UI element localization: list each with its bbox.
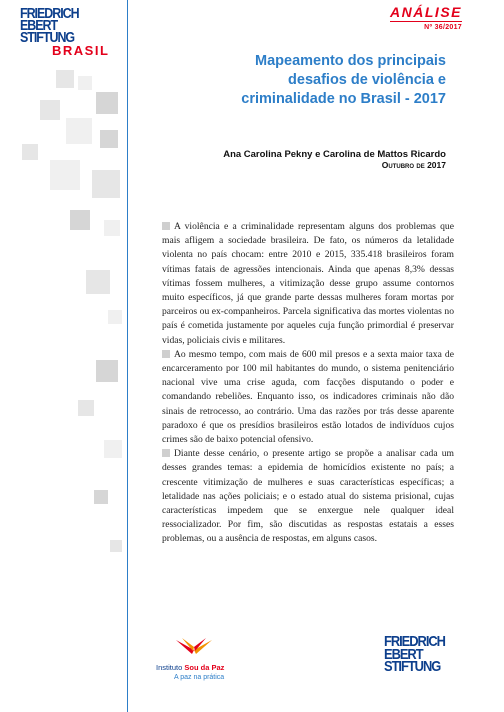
author-names: Ana Carolina Pekny e Carolina de Mattos Ricardo: [223, 149, 446, 160]
title-line-2: desafios de violência e: [288, 72, 446, 88]
institute-name: Sou da Paz: [184, 663, 225, 672]
paragraph: Ao mesmo tempo, com mais de 600 mil presos e a sexta maior taxa de encarceramento por 100 mil habitantes do mundo, o sistema penitenciário nacional vive uma crise aguda, com facções disputando o poder e comandando rebeliões. Enquanto isso, os indicadores criminais não dão sinais de retrocesso, ao contrário. Uma das razões por trás desse aparente paradoxo é que os presídios brasileiros estão lotados de indivíduos cujos crimes são de baixo potencial ofensivo.: [162, 348, 454, 446]
left-divider-line: [127, 0, 128, 712]
fes-brasil-logo: [20, 8, 124, 57]
document-title: [146, 52, 446, 109]
bottom-logo-line-3: STIFTUNG: [384, 658, 441, 675]
logo-line-4: BRASIL: [52, 43, 110, 58]
paragraph: Diante desse cenário, o presente artigo se propõe a analisar cada um desses grandes temas: a epidemia de homicídios existente no país; a crescente vitimização de mulheres e suas características específicas; a letalidade nas ações policiais; e o estado atual do sistema prisional, cujas características impedem que se enxergue nele qualquer ideal ressocializador. Por fim, são discutidas as respostas estatais a esses problemas, ou a ausência de respostas, em alguns casos.: [162, 448, 454, 545]
authors-block: [223, 149, 446, 170]
instituto-sou-da-paz-logo: [156, 636, 276, 681]
bullet-square-icon: [162, 449, 170, 457]
logo-line-1: FRIEDRICH: [20, 6, 79, 22]
bullet-square-icon: [162, 350, 170, 358]
paragraph: A violência e a criminalidade representam alguns dos problemas que mais afligem a sociedade brasileira. De fato, os números da letalidade violenta no país chocam: entre 2010 e 2015, 335.418 brasileiros foram vítimas fatais de agressões intencionais. Ainda que apenas 8,3% dessas vítimas fossem mulheres, a vitimização desse grupo assume contornos muito específicos, já que grande parte dessas mulheres foram mortas por parceiros ou ex-companheiros. Parcela significativa das mortes violentas no país é cometida justamente por aqueles cuja função primordial é preservar vidas, policiais civis e militares.: [162, 221, 454, 346]
series-number: Nº 36/2017: [390, 21, 462, 31]
abstract-body: [162, 220, 454, 547]
bottom-logo-line-2: EBERT: [384, 645, 423, 663]
institute-prefix: Instituto: [156, 663, 183, 672]
institute-tagline: A paz na prática: [174, 674, 225, 681]
title-line-3: criminalidade no Brasil - 2017: [241, 91, 446, 107]
bottom-logo-line-1: FRIEDRICH: [384, 633, 445, 650]
decorative-squares: [0, 70, 127, 670]
hands-icon: [174, 636, 214, 658]
title-line-1: Mapeamento dos principais: [255, 53, 446, 69]
logo-line-3: STIFTUNG: [20, 30, 75, 46]
series-label: ANÁLISE: [390, 4, 462, 20]
series-header: [390, 4, 462, 31]
fes-bottom-logo: [384, 633, 484, 675]
bullet-square-icon: [162, 222, 170, 230]
logo-line-2: EBERT: [20, 18, 58, 34]
publication-date: Outubro de 2017: [381, 160, 446, 170]
